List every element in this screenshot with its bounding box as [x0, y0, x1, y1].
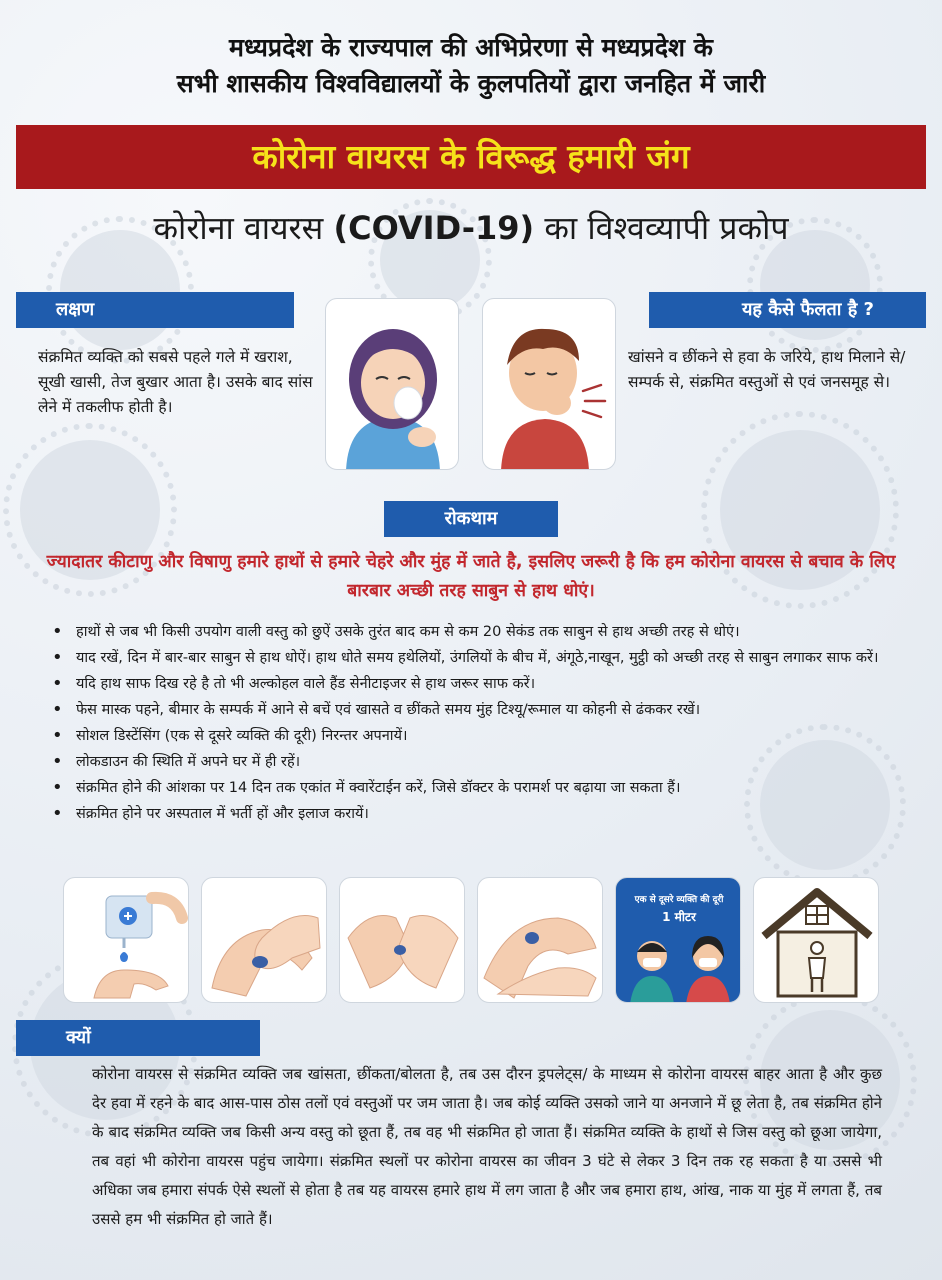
list-item: • हाथों से जब भी किसी उपयोग वाली वस्तु को छुऐं उसके तुरंत बाद कम से कम 20 सेकंड तक साबुन से हाथ अच्छी तरह से धोएं।	[50, 620, 922, 644]
coughing-boy-card	[482, 298, 616, 470]
coughing-boy-icon	[483, 299, 616, 470]
handwash-step-3-card	[477, 877, 603, 1003]
sneezing-girl-card	[325, 298, 459, 470]
symptoms-label	[16, 292, 294, 328]
header-line-2: सभी शासकीय विश्वविद्यालयों के कुलपतियों द्वारा जनहित में जारी	[176, 69, 766, 98]
main-banner: कोरोना वायरस के विरूद्ध हमारी जंग	[16, 125, 926, 189]
why-label-text: क्यों	[66, 1027, 91, 1048]
list-item: • लोकडाउन की स्थिति में अपने घर में ही रहें।	[50, 750, 922, 774]
handwash-step-2-card	[339, 877, 465, 1003]
header-title	[0, 30, 942, 102]
subtitle-prefix: कोरोना वायरस	[153, 209, 334, 247]
stay-home-card	[753, 877, 879, 1003]
spread-text: खांसने व छींकने से हवा के जरिये, हाथ मिलाने से/सम्पर्क से, संक्रमित वस्तुओं से एवं जनसमूह से।	[628, 348, 906, 391]
sneezing-girl-icon	[326, 299, 459, 470]
two-people-masks-icon	[616, 878, 741, 1003]
spread-label-text: यह कैसे फैलता है ?	[741, 299, 874, 320]
subtitle-suffix: का विश्वव्यापी प्रकोप	[534, 209, 789, 247]
list-item: • संक्रमित होने पर अस्पताल में भर्ती हों और इलाज करायें।	[50, 802, 922, 826]
symptoms-label-text: लक्षण	[56, 299, 95, 320]
washing-hands-icon	[340, 878, 465, 1003]
why-label	[16, 1020, 260, 1056]
prevention-label	[384, 501, 558, 537]
social-distance-card	[615, 877, 741, 1003]
prevention-list	[50, 620, 922, 828]
list-item: • फेस मास्क पहने, बीमार के सम्पर्क में आने से बचें एवं खासते व छींकते समय मुंह टिश्यू/रूमाल या कोहनी से ढंककर रखें।	[50, 698, 922, 722]
list-item: • यदि हाथ साफ दिख रहे है तो भी अल्कोहल वाले हैंड सेनीटाइजर से हाथ जरूर साफ करें।	[50, 672, 922, 696]
subtitle-covid: (COVID-19)	[333, 209, 535, 247]
prevention-label-text: रोकथाम	[444, 508, 498, 529]
why-text: कोरोना वायरस से संक्रमित व्यक्ति जब खांसता, छींकता/बोलता है, तब उस दौरन ड्रपलेट्स/ के माध्यम से कोरोना वायरस बाहर आता है और कुछ देर हवा में रहने के बाद आस-पास ठोस तलों एवं वस्तुओं पर जम जाता है। जब कोई व्यक्ति उसको जाने या अनजाने में छू लेता है, तब संक्रमित होने के बाद संक्रमित व्यक्ति जब किसी अन्य वस्तु को छूता हैं, तब वह भी संक्रमित हो जाता हैं। संक्रमित व्यक्ति के हाथों से जिस वस्तु को छूआ जायेगा, तब वहां भी कोरोना वायरस पहुंच जायेगा। संक्रमित स्थलों पर कोरोना वायरस का जीवन 3 घंटे से लेकर 3 दिन तक रह सकता है या उससे भी अधिका जब हमारा संपर्क ऐसे स्थलों से होता है तब यह वायरस हमारे हाथ में लग जाता है और जब हमारा हाथ, आंख, नाक या मुंह में लगता हैं, तब उससे हम भी संक्रमित हो जाते हैं।	[92, 1065, 882, 1228]
washing-hands-icon	[202, 878, 327, 1003]
distance-line-1: एक से दूसरे व्यक्ति की दूरी	[634, 895, 724, 905]
distance-line-2: 1 मीटर	[662, 910, 696, 924]
spread-label	[649, 292, 926, 328]
list-item: • याद रखें, दिन में बार-बार साबुन से हाथ धोऐं। हाथ धोते समय हथेलियों, उंगलियों के बीच में, अंगूठे,नाखून, मुट्ठी को अच्छी तरह से साबुन लगाकर साफ करें।	[50, 646, 922, 670]
washing-hands-icon	[478, 878, 603, 1003]
stay-home-icon	[754, 878, 879, 1003]
sanitizer-card	[63, 877, 189, 1003]
subtitle	[0, 206, 942, 250]
list-item: • सोशल डिस्टेंसिंग (एक से दूसरे व्यक्ति की दूरी) निरन्तर अपनायें।	[50, 724, 922, 748]
prevention-intro: ज्यादातर कीटाणु और विषाणु हमारे हाथों से हमारे चेहरे और मुंह में जाते है, इसलिए जरूरी है कि हम कोरोना वायरस से बचाव के लिए बारबार अच्छी तरह साबुन से हाथ धोएं।	[46, 552, 896, 601]
hand-sanitizer-icon	[64, 878, 189, 1003]
handwash-step-1-card	[201, 877, 327, 1003]
header-line-1: मध्यप्रदेश के राज्यपाल की अभिप्रेरणा से मध्यप्रदेश के	[229, 33, 713, 62]
symptoms-text: संक्रमित व्यक्ति को सबसे पहले गले में खराश, सूखी खासी, तेज बुखार आता है। उसके बाद सांस लेने में तकलीफ होती है।	[38, 348, 313, 416]
list-item: • संक्रमित होने की आंशका पर 14 दिन तक एकांत में क्वारेंटाईन करें, जिसे डॉक्टर के परामर्श पर बढ़ाया जा सकता हैं।	[50, 776, 922, 800]
